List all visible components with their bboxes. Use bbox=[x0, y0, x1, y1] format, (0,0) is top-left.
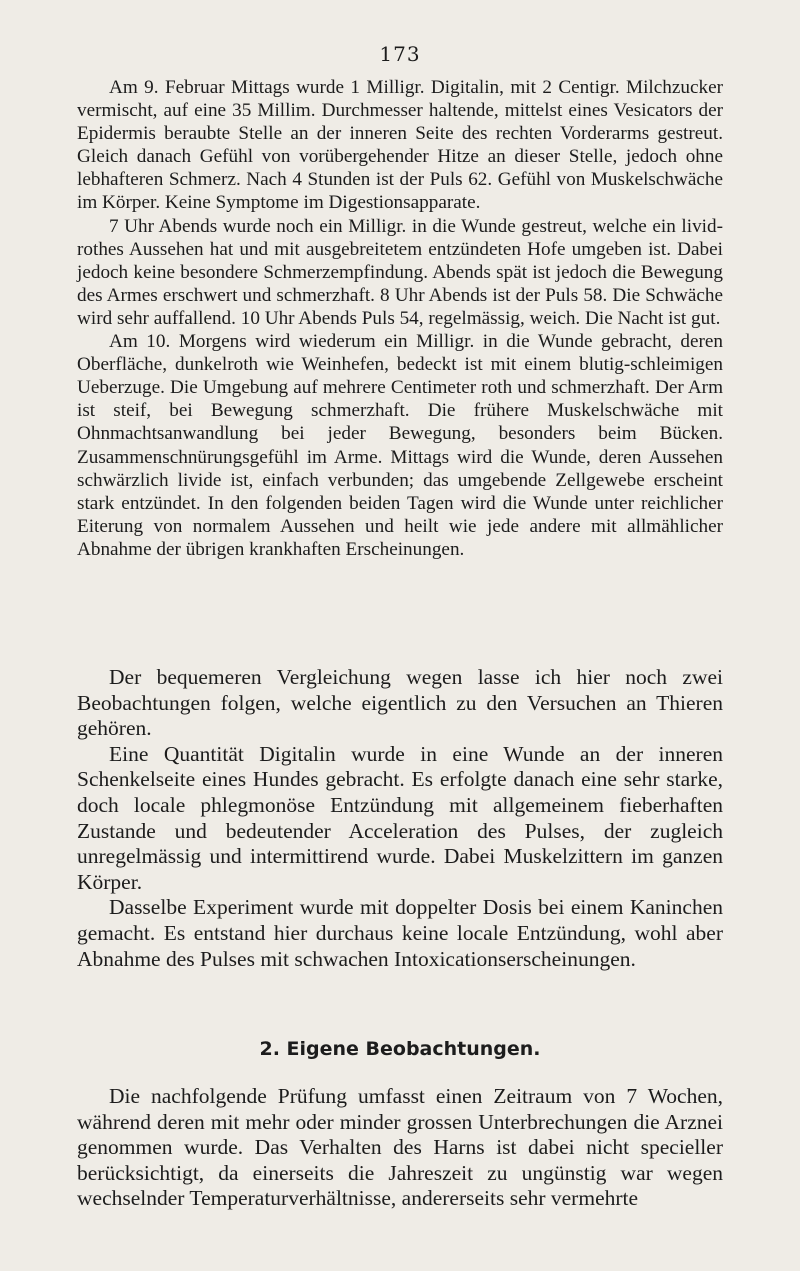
page-number: 173 bbox=[379, 42, 421, 66]
paragraph-dog-experiment: Eine Quantität Digitalin wurde in eine Wunde an der inneren Schenkelseite eines Hundes gebracht. Es erfolgte danach eine sehr starke, doch locale phlegmonöse Entzündung mit allgemeinem fieberhaften Zustande und bedeutender Acceleration des Pulses, der zugleich unregelmässig und intermittirend wurde. Dabei Muskelzittern im ganzen Körper. bbox=[77, 741, 723, 894]
animal-observations-text bbox=[77, 665, 723, 972]
paragraph-section-intro: Die nachfolgende Prüfung umfasst einen Zeitraum von 7 Wochen, während deren mit mehr oder minder grossen Unterbrechungen die Arznei genommen wurde. Das Verhalten des Harns ist dabei nicht specieller berücksichtigt, da einerseits die Jahreszeit zu ungünstig war wegen wechselnder Temperaturverhältnisse, andererseits sehr vermehrte bbox=[77, 1084, 723, 1211]
section-heading: 2. Eigene Beobachtungen. bbox=[259, 1038, 541, 1060]
case-report-text bbox=[77, 76, 723, 561]
paragraph-7-uhr: 7 Uhr Abends wurde noch ein Milligr. in die Wunde gestreut, welche ein livid-rothes Aussehen hat und mit ausgebreitetem entzündeten Hofe umgeben ist. Dabei jedoch keine besondere Schmerzempfindung. Abends spät ist jedoch die Bewegung des Armes erschwert und schmerzhaft. 8 Uhr Abends ist der Puls 58. Die Schwäche wird sehr auffallend. 10 Uhr Abends Puls 54, regelmässig, weich. Die Nacht ist gut. bbox=[77, 215, 723, 329]
paragraph-comparison: Der bequemeren Vergleichung wegen lasse ich hier noch zwei Beobachtungen folgen, welche eigentlich zu den Versuchen an Thieren gehören. bbox=[77, 665, 723, 741]
paragraph-feb-9: Am 9. Februar Mittags wurde 1 Milligr. Digitalin, mit 2 Centigr. Milchzucker vermischt, auf eine 35 Millim. Durchmesser haltende, mittelst eines Vesicators der Epidermis beraubte Stelle an der inneren Seite des rechten Vorderarms gestreut. Gleich danach Gefühl von vorübergehender Hitze an dieser Stelle, jedoch ohne lebhafteren Schmerz. Nach 4 Stunden ist der Puls 62. Gefühl von Muskelschwäche im Körper. Keine Symptome im Digestionsapparate. bbox=[77, 77, 723, 214]
section-body-text bbox=[77, 1084, 723, 1212]
paragraph-feb-10: Am 10. Morgens wird wiederum ein Milligr. in die Wunde gebracht, deren Oberfläche, dunkelroth wie Weinhefen, bedeckt ist mit einem blutig-schleimigen Ueberzuge. Die Umgebung auf mehrere Centimeter roth und schmerzhaft. Der Arm ist steif, bei Bewegung schmerzhaft. Die frühere Muskelschwäche mit Ohnmachtsanwandlung bei jeder Bewegung, besonders beim Bücken. Zusammenschnürungsgefühl im Arme. Mittags wird die Wunde, deren Aussehen schwärzlich livide ist, einfach verbunden; das umgebende Zellgewebe erscheint stark entzündet. In den folgenden beiden Tagen wird die Wunde unter reichlicher Eiterung von normalem Aussehen und heilt wie jede andere mit allmählicher Abnahme der übrigen krankhaften Erscheinungen. bbox=[77, 331, 723, 560]
paragraph-rabbit-experiment: Dasselbe Experiment wurde mit doppelter Dosis bei einem Kaninchen gemacht. Es entstand hier durchaus keine locale Entzündung, wohl aber Abnahme des Pulses mit schwachen Intoxicationserscheinungen. bbox=[77, 895, 723, 971]
